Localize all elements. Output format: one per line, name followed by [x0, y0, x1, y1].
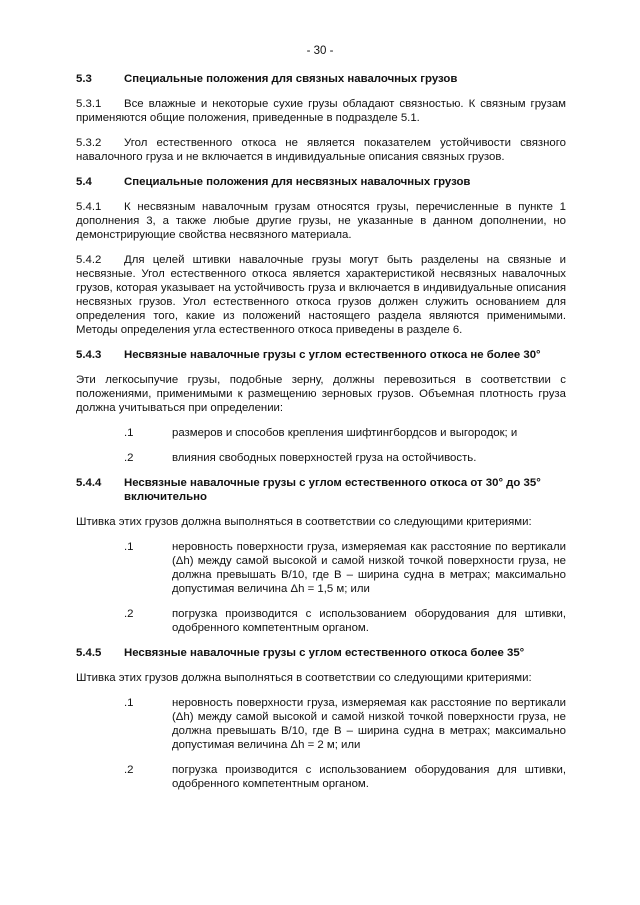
section-number: 5.4: [76, 176, 92, 188]
paragraph-number: 5.4.2: [76, 254, 102, 266]
page-number: - 30 -: [306, 45, 334, 57]
section-title: Несвязные навалочные грузы с углом естественного откоса более 35°: [124, 647, 525, 659]
paragraph-text: Угол естественного откоса не является показателем устойчивости связного навалочного груза и не включается в индивидуальные описания связных грузов.: [76, 137, 566, 163]
paragraph-text: К несвязным навалочным грузам относятся грузы, перечисленные в пункте 1 дополнения 3, а также любые другие грузы, не указанные в данном дополнении, но демонстрирующие свойства несвязного материала.: [76, 201, 566, 241]
list-item: [76, 763, 566, 791]
paragraph-5-4-2: [76, 253, 566, 337]
section-number: 5.4.3: [76, 349, 102, 361]
list-marker: .1: [124, 541, 134, 553]
list-item-text: погрузка производится с использованием оборудования для штивки, одобренного компетентным органом.: [172, 764, 566, 790]
list-item-text: неровность поверхности груза, измеряемая как расстояние по вертикали (Δh) между самой высокой и самой низкой точкой поверхности груза, не должна превышать B/10, где B – ширина судна в метрах; максимально допустимая величина Δh = 2 м; или: [172, 697, 566, 751]
section-title: Специальные положения для несвязных навалочных грузов: [124, 176, 471, 188]
list-marker: .1: [124, 427, 134, 439]
page-content: [76, 0, 566, 791]
list-item: [76, 451, 566, 465]
list-item-text: неровность поверхности груза, измеряемая как расстояние по вертикали (Δh) между самой высокой и самой низкой точкой поверхности груза, не должна превышать B/10, где B – ширина судна в метрах; максимально допустимая величина Δh = 1,5 м; или: [172, 541, 566, 595]
paragraph-number: 5.4.1: [76, 201, 102, 213]
paragraph-text: Для целей штивки навалочные грузы могут быть разделены на связные и несвязные. Угол естественного откоса является характеристикой несвязных навалочных грузов, которая указывает на устойчивость груза и включается в индивидуальные описания несвязных грузов. Угол естественного откоса грузов должен служить основанием для определения того, какие из положений настоящего раздела являются применимыми. Методы определения угла естественного откоса приведены в разделе 6.: [76, 254, 566, 336]
list-marker: .2: [124, 452, 134, 464]
list-item: [76, 540, 566, 596]
list-item-text: размеров и способов крепления шифтингбордсов и выгородок; и: [172, 427, 518, 439]
section-heading-5-4-5: [76, 646, 566, 660]
paragraph-5-3-1: [76, 97, 566, 125]
paragraph-5-3-2: [76, 136, 566, 164]
list-marker: .2: [124, 764, 134, 776]
paragraph-5-4-1: [76, 200, 566, 242]
list-item-text: влияния свободных поверхностей груза на остойчивость.: [172, 452, 477, 464]
list-item-text: погрузка производится с использованием оборудования для штивки, одобренного компетентным органом.: [172, 608, 566, 634]
list-item: [76, 607, 566, 635]
paragraph-text: Все влажные и некоторые сухие грузы обладают связностью. К связным грузам применяются общие положения, приведенные в подразделе 5.1.: [76, 98, 566, 124]
section-heading-5-3: [76, 72, 566, 86]
section-number: 5.3: [76, 73, 92, 85]
section-intro-5-4-4: Штивка этих грузов должна выполняться в соответствии со следующими критериями:: [76, 516, 532, 528]
list-marker: .1: [124, 697, 134, 709]
paragraph-number: 5.3.1: [76, 98, 102, 110]
section-intro-5-4-3: Эти легкосыпучие грузы, подобные зерну, должны перевозиться в соответствии с положениями, применимыми к размещению зерновых грузов. Объемная плотность груза должна учитываться при определении:: [76, 374, 566, 414]
section-intro-5-4-5: Штивка этих грузов должна выполняться в соответствии со следующими критериями:: [76, 672, 532, 684]
section-title: Несвязные навалочные грузы с углом естественного откоса от 30° до 35° включительно: [124, 477, 541, 503]
paragraph-number: 5.3.2: [76, 137, 102, 149]
section-number: 5.4.4: [76, 477, 102, 489]
section-heading-5-4: [76, 175, 566, 189]
list-item: [76, 426, 566, 440]
section-heading-5-4-3: [76, 348, 566, 362]
section-number: 5.4.5: [76, 647, 102, 659]
section-title: Специальные положения для связных навалочных грузов: [124, 73, 458, 85]
section-title: Несвязные навалочные грузы с углом естественного откоса не более 30°: [124, 349, 541, 361]
list-item: [76, 696, 566, 752]
section-heading-5-4-4: [76, 476, 566, 504]
list-marker: .2: [124, 608, 134, 620]
